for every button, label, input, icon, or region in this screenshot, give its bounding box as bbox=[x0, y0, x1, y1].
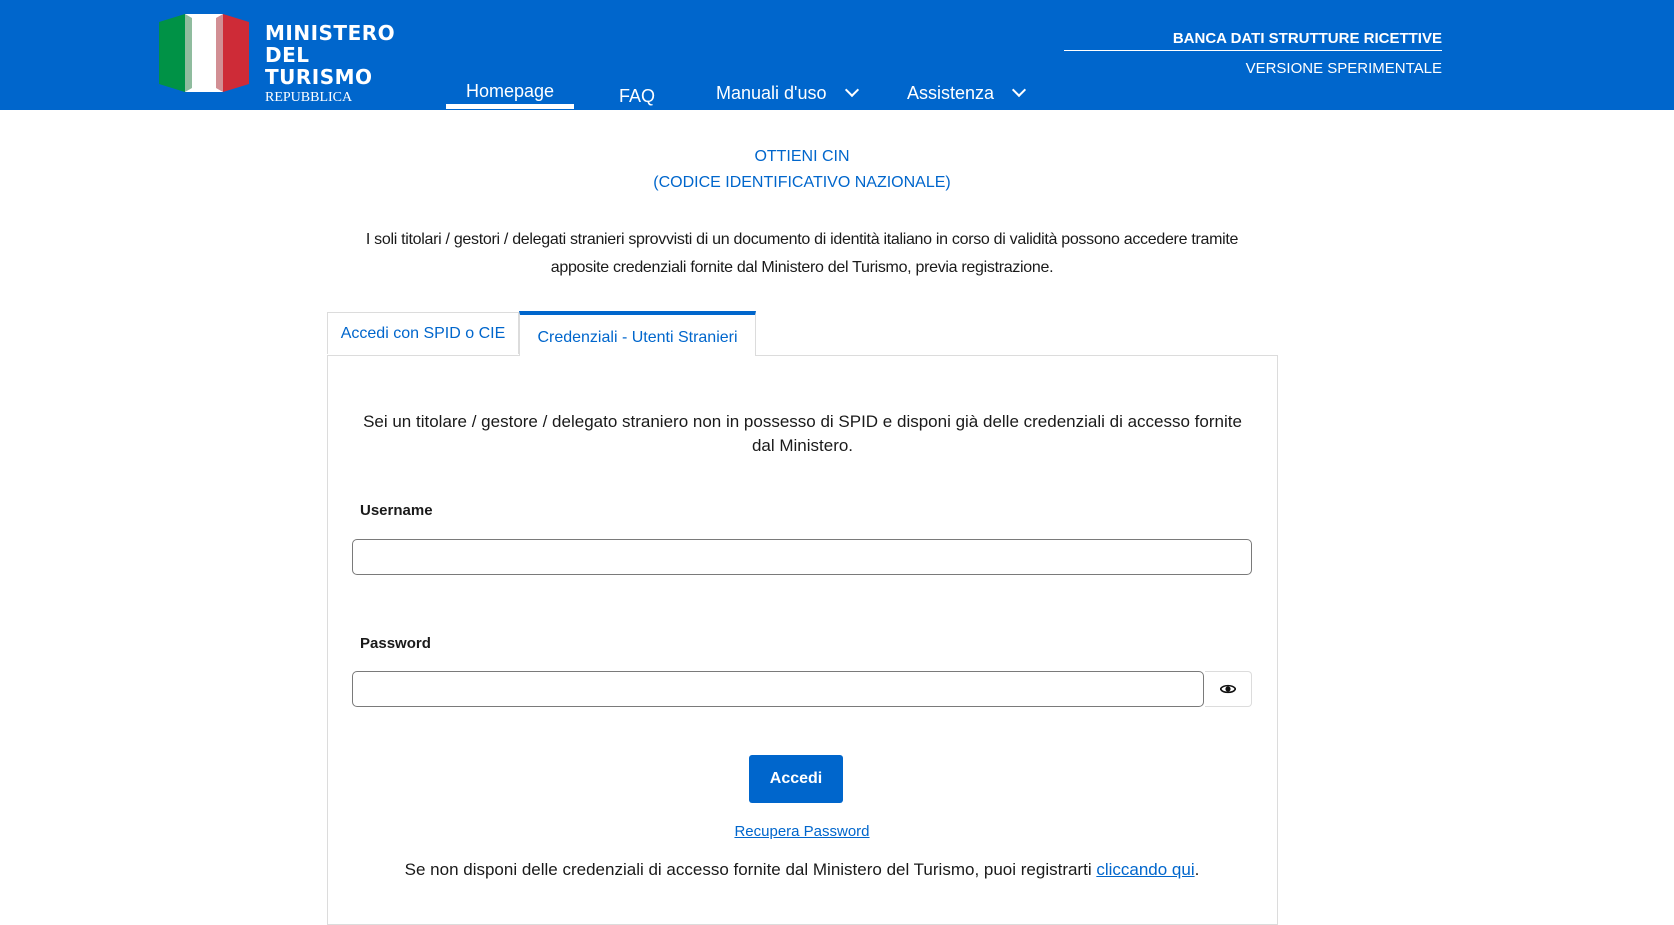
nav-assistenza-dropdown[interactable] bbox=[907, 83, 1024, 104]
registration-prefix: Se non disponi delle credenziali di accesso fornite dal Ministero del Turismo, puoi registrarti bbox=[404, 860, 1097, 879]
logo-text bbox=[265, 22, 419, 125]
chevron-down-icon bbox=[844, 83, 858, 97]
italian-flag-icon bbox=[159, 14, 249, 92]
username-label: Username bbox=[360, 502, 433, 519]
nav-homepage[interactable]: Homepage bbox=[465, 81, 555, 101]
logo-line-ministero: MINISTERO bbox=[265, 21, 396, 45]
logo-line-turismo: DEL TURISMO bbox=[265, 43, 373, 89]
nav-manuali-dropdown[interactable] bbox=[716, 83, 857, 104]
accedi-button[interactable]: Accedi bbox=[749, 755, 843, 803]
password-input[interactable] bbox=[352, 671, 1204, 707]
page-subtitle: (CODICE IDENTIFICATIVO NAZIONALE) bbox=[653, 174, 951, 191]
nav-manuali-label: Manuali d'uso bbox=[716, 83, 827, 103]
eye-icon bbox=[1220, 683, 1236, 695]
page-title: OTTIENI CIN bbox=[754, 148, 850, 165]
nav-faq[interactable]: FAQ bbox=[619, 86, 656, 106]
register-link[interactable]: cliccando qui bbox=[1096, 860, 1195, 879]
form-intro-text: Sei un titolare / gestore / delegato straniero non in possesso di SPID e disponi già delle credenziali di accesso fornite dal Ministero. bbox=[363, 412, 1242, 455]
ministry-logo[interactable] bbox=[159, 14, 419, 123]
tab-credenziali-stranieri[interactable]: Credenziali - Utenti Stranieri bbox=[519, 311, 756, 356]
username-input[interactable] bbox=[352, 539, 1252, 575]
header-version-label: VERSIONE SPERIMENTALE bbox=[1245, 60, 1442, 77]
nav-assistenza-label: Assistenza bbox=[907, 83, 995, 103]
tab-spid-cie[interactable]: Accedi con SPID o CIE bbox=[327, 312, 519, 354]
header-site-name: BANCA DATI STRUTTURE RICETTIVE bbox=[1172, 30, 1442, 47]
page-intro-text: I soli titolari / gestori / delegati stranieri sprovvisti di un documento di identità italiano in corso di validità possono accedere tramite apposite credenziali fornite dal Ministero del Turismo, previa registrazione. bbox=[365, 231, 1239, 276]
chevron-down-icon bbox=[1012, 83, 1026, 97]
password-label: Password bbox=[360, 635, 431, 652]
toggle-password-visibility-button[interactable] bbox=[1205, 671, 1252, 707]
header-divider bbox=[1064, 50, 1442, 51]
site-header bbox=[0, 0, 1674, 123]
registration-suffix: . bbox=[1194, 860, 1200, 879]
nav-active-indicator bbox=[446, 104, 574, 109]
recover-password-link[interactable]: Recupera Password bbox=[734, 823, 870, 840]
registration-text bbox=[0, 860, 1604, 880]
logo-line-repubblica: REPUBBLICA ITALIANA bbox=[265, 90, 352, 123]
